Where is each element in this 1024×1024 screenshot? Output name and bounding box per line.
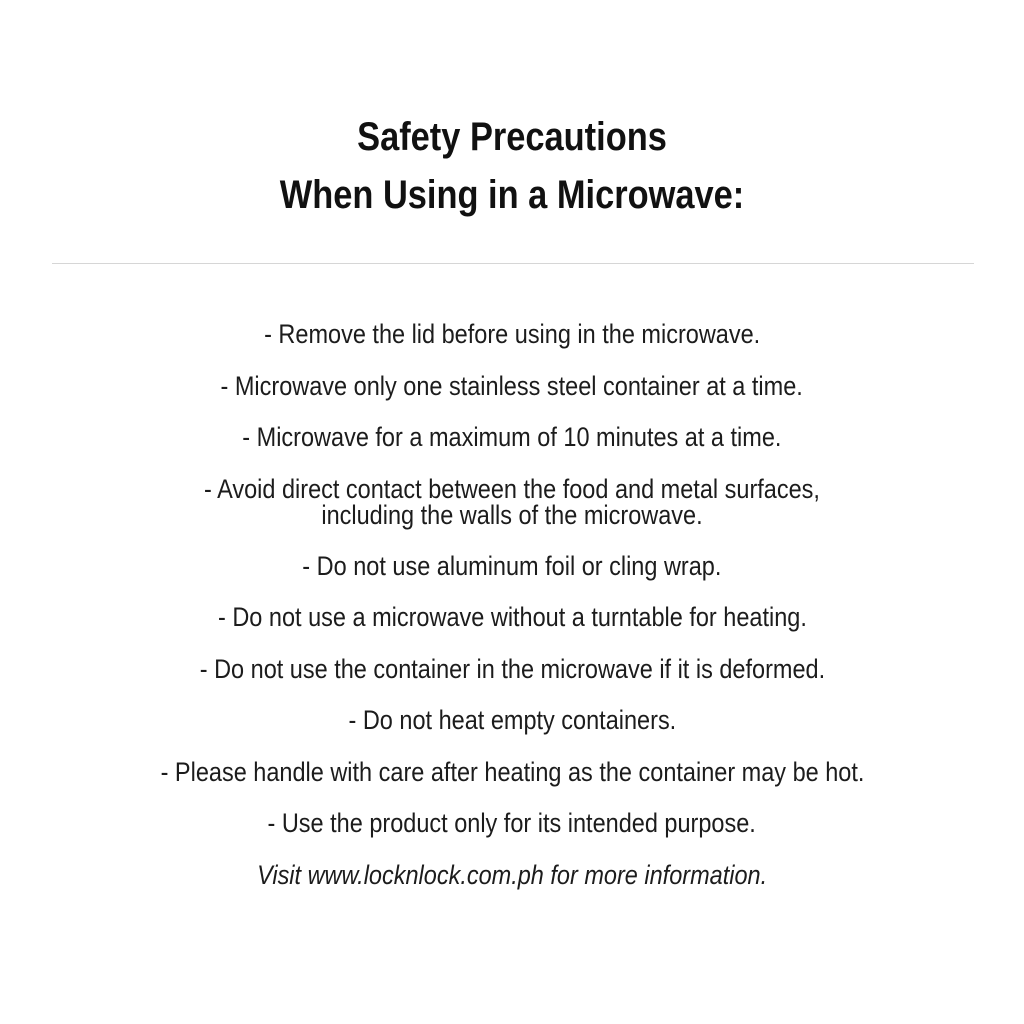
precautions-list [0,309,1024,850]
precaution-item [0,747,1024,799]
precaution-text: - Please handle with care after heating as the container may be hot. [160,756,864,787]
precaution-text-line-2: including the walls of the microwave. [321,499,703,530]
precaution-item [0,361,1024,413]
precaution-text: - Remove the lid before using in the microwave. [263,319,761,349]
precaution-item [0,695,1024,747]
page-title [0,108,1024,224]
title-line-2: When Using in a Microwave: [279,173,745,217]
precaution-text: - Microwave only one stainless steel container at a time. [220,370,804,401]
precaution-text: - Do not use a microwave without a turntable for heating. [217,602,807,632]
precaution-item [0,798,1024,850]
footer-note [0,850,1024,900]
divider [52,263,974,264]
precaution-item [0,309,1024,361]
precaution-item [0,592,1024,644]
title-line-1: Safety Precautions [357,115,667,159]
precaution-item [0,644,1024,696]
precaution-item [0,464,1024,541]
precaution-text: - Do not use the container in the microwave if it is deformed. [199,653,825,684]
precaution-text: - Microwave for a maximum of 10 minutes at a time. [242,422,782,452]
precaution-text-line-1: - Avoid direct contact between the food and metal surfaces, [204,473,820,504]
precaution-item [0,412,1024,464]
precaution-text: - Do not heat empty containers. [348,705,676,735]
footer-note-text: Visit www.locknlock.com.ph for more information. [256,860,768,890]
precaution-item [0,541,1024,593]
precaution-text: - Use the product only for its intended purpose. [267,808,757,838]
precaution-text: - Do not use aluminum foil or cling wrap. [302,550,722,581]
